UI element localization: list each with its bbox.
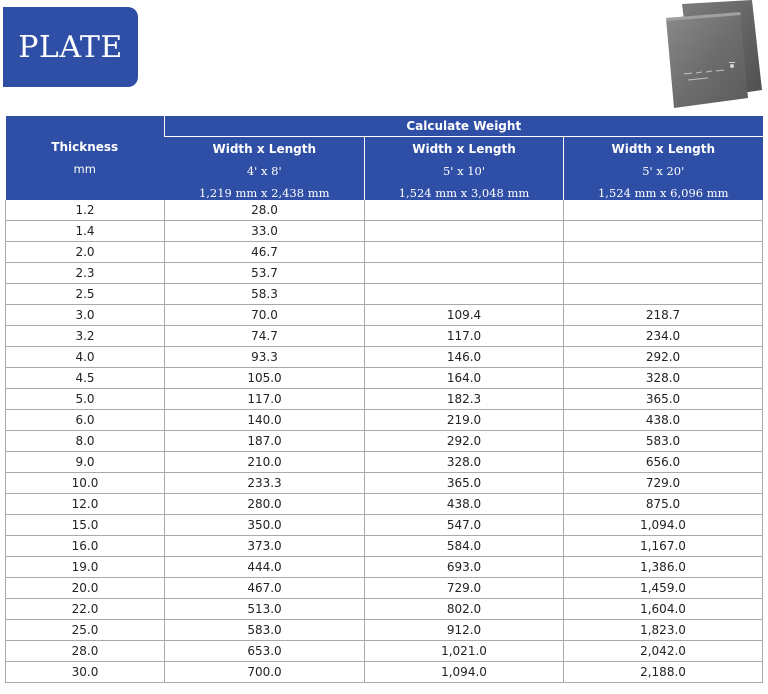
size-imperial: 5' x 10' bbox=[442, 164, 486, 178]
weight-4x8-cell: 70.0 bbox=[165, 305, 365, 326]
weight-4x8-cell: 513.0 bbox=[165, 599, 365, 620]
weight-5x10-cell bbox=[365, 221, 564, 242]
thickness-header bbox=[6, 116, 165, 200]
size-header-4x8 bbox=[165, 137, 365, 201]
plate-weight-table bbox=[5, 116, 763, 683]
table-row bbox=[6, 641, 763, 662]
weight-4x8-cell: 210.0 bbox=[165, 452, 365, 473]
size-imperial: 5' x 20' bbox=[642, 164, 685, 178]
weight-5x10-cell bbox=[365, 200, 564, 221]
weight-5x10-cell: 693.0 bbox=[365, 557, 564, 578]
weight-5x10-cell: 109.4 bbox=[365, 305, 564, 326]
weight-4x8-cell: 233.3 bbox=[165, 473, 365, 494]
weight-5x20-cell bbox=[564, 242, 763, 263]
thickness-cell: 16.0 bbox=[6, 536, 165, 557]
thickness-title: Thickness bbox=[51, 140, 119, 154]
thickness-cell: 6.0 bbox=[6, 410, 165, 431]
table-row bbox=[6, 410, 763, 431]
weight-5x20-cell: 656.0 bbox=[564, 452, 763, 473]
weight-5x20-cell: 1,459.0 bbox=[564, 578, 763, 599]
table-row bbox=[6, 263, 763, 284]
weight-5x10-cell bbox=[365, 263, 564, 284]
thickness-cell: 25.0 bbox=[6, 620, 165, 641]
weight-4x8-cell: 117.0 bbox=[165, 389, 365, 410]
table-row bbox=[6, 578, 763, 599]
weight-5x10-cell: 729.0 bbox=[365, 578, 564, 599]
page-title: PLATE bbox=[18, 29, 123, 65]
weight-4x8-cell: 105.0 bbox=[165, 368, 365, 389]
weight-5x10-cell: 584.0 bbox=[365, 536, 564, 557]
weight-5x20-cell bbox=[564, 284, 763, 305]
weight-4x8-cell: 46.7 bbox=[165, 242, 365, 263]
thickness-cell: 30.0 bbox=[6, 662, 165, 683]
weight-5x10-cell: 547.0 bbox=[365, 515, 564, 536]
thickness-cell: 28.0 bbox=[6, 641, 165, 662]
thickness-cell: 8.0 bbox=[6, 431, 165, 452]
weight-5x10-cell: 438.0 bbox=[365, 494, 564, 515]
weight-5x10-cell: 117.0 bbox=[365, 326, 564, 347]
table-row bbox=[6, 431, 763, 452]
weight-5x10-cell: 146.0 bbox=[365, 347, 564, 368]
size-metric: 1,524 mm x 3,048 mm bbox=[398, 186, 530, 200]
table-row bbox=[6, 515, 763, 536]
weight-5x20-cell: 875.0 bbox=[564, 494, 763, 515]
table-row bbox=[6, 221, 763, 242]
weight-5x20-cell: 1,386.0 bbox=[564, 557, 763, 578]
thickness-cell: 12.0 bbox=[6, 494, 165, 515]
weight-5x10-cell: 365.0 bbox=[365, 473, 564, 494]
weight-5x20-cell bbox=[564, 200, 763, 221]
title-banner bbox=[3, 7, 138, 87]
table-row bbox=[6, 452, 763, 473]
weight-4x8-cell: 583.0 bbox=[165, 620, 365, 641]
thickness-cell: 3.2 bbox=[6, 326, 165, 347]
weight-5x20-cell: 1,094.0 bbox=[564, 515, 763, 536]
weight-5x10-cell: 292.0 bbox=[365, 431, 564, 452]
weight-5x20-cell: 2,188.0 bbox=[564, 662, 763, 683]
table-row bbox=[6, 494, 763, 515]
thickness-cell: 9.0 bbox=[6, 452, 165, 473]
thickness-cell: 3.0 bbox=[6, 305, 165, 326]
thickness-cell: 22.0 bbox=[6, 599, 165, 620]
table-row bbox=[6, 305, 763, 326]
table-row bbox=[6, 662, 763, 683]
weight-5x20-cell: 729.0 bbox=[564, 473, 763, 494]
weight-4x8-cell: 140.0 bbox=[165, 410, 365, 431]
weight-5x10-cell: 802.0 bbox=[365, 599, 564, 620]
thickness-cell: 4.0 bbox=[6, 347, 165, 368]
table-row bbox=[6, 242, 763, 263]
weight-5x20-cell: 1,604.0 bbox=[564, 599, 763, 620]
weight-5x20-cell: 234.0 bbox=[564, 326, 763, 347]
thickness-cell: 2.5 bbox=[6, 284, 165, 305]
weight-4x8-cell: 28.0 bbox=[165, 200, 365, 221]
thickness-cell: 1.4 bbox=[6, 221, 165, 242]
weight-5x20-cell: 365.0 bbox=[564, 389, 763, 410]
weight-5x20-cell: 2,042.0 bbox=[564, 641, 763, 662]
weight-5x20-cell bbox=[564, 263, 763, 284]
size-title: Width x Length bbox=[212, 142, 316, 156]
weight-4x8-cell: 444.0 bbox=[165, 557, 365, 578]
table-row bbox=[6, 536, 763, 557]
size-imperial: 4' x 8' bbox=[246, 164, 282, 178]
thickness-cell: 19.0 bbox=[6, 557, 165, 578]
weight-5x20-cell: 292.0 bbox=[564, 347, 763, 368]
weight-4x8-cell: 350.0 bbox=[165, 515, 365, 536]
weight-5x20-cell bbox=[564, 221, 763, 242]
weight-5x20-cell: 218.7 bbox=[564, 305, 763, 326]
size-metric: 1,219 mm x 2,438 mm bbox=[198, 186, 330, 200]
thickness-cell: 15.0 bbox=[6, 515, 165, 536]
weight-5x20-cell: 328.0 bbox=[564, 368, 763, 389]
weight-4x8-cell: 33.0 bbox=[165, 221, 365, 242]
weight-4x8-cell: 467.0 bbox=[165, 578, 365, 599]
thickness-unit: mm bbox=[73, 162, 96, 176]
table-row bbox=[6, 200, 763, 221]
steel-plate-photo bbox=[636, 0, 768, 112]
weight-5x10-cell bbox=[365, 242, 564, 263]
weight-4x8-cell: 53.7 bbox=[165, 263, 365, 284]
calculate-weight-header: Calculate Weight bbox=[165, 116, 763, 137]
weight-5x10-cell bbox=[365, 284, 564, 305]
weight-5x20-cell: 1,823.0 bbox=[564, 620, 763, 641]
size-metric: 1,524 mm x 6,096 mm bbox=[597, 186, 729, 200]
thickness-cell: 10.0 bbox=[6, 473, 165, 494]
size-header-5x20 bbox=[564, 137, 763, 201]
weight-4x8-cell: 373.0 bbox=[165, 536, 365, 557]
weight-5x10-cell: 1,021.0 bbox=[365, 641, 564, 662]
table-row bbox=[6, 557, 763, 578]
thickness-cell: 2.0 bbox=[6, 242, 165, 263]
weight-5x10-cell: 182.3 bbox=[365, 389, 564, 410]
thickness-cell: 5.0 bbox=[6, 389, 165, 410]
weight-4x8-cell: 700.0 bbox=[165, 662, 365, 683]
weight-5x10-cell: 328.0 bbox=[365, 452, 564, 473]
weight-4x8-cell: 653.0 bbox=[165, 641, 365, 662]
weight-5x10-cell: 219.0 bbox=[365, 410, 564, 431]
weight-4x8-cell: 58.3 bbox=[165, 284, 365, 305]
size-title: Width x Length bbox=[611, 142, 716, 156]
weight-4x8-cell: 93.3 bbox=[165, 347, 365, 368]
table-row bbox=[6, 599, 763, 620]
table-row bbox=[6, 368, 763, 389]
weight-5x10-cell: 912.0 bbox=[365, 620, 564, 641]
table-row bbox=[6, 389, 763, 410]
thickness-cell: 1.2 bbox=[6, 200, 165, 221]
weight-5x20-cell: 583.0 bbox=[564, 431, 763, 452]
table-body bbox=[6, 200, 763, 683]
table-row bbox=[6, 284, 763, 305]
table-row bbox=[6, 620, 763, 641]
weight-5x10-cell: 164.0 bbox=[365, 368, 564, 389]
weight-5x20-cell: 438.0 bbox=[564, 410, 763, 431]
weight-5x10-cell: 1,094.0 bbox=[365, 662, 564, 683]
table-row bbox=[6, 473, 763, 494]
table-row bbox=[6, 347, 763, 368]
weight-4x8-cell: 74.7 bbox=[165, 326, 365, 347]
weight-5x20-cell: 1,167.0 bbox=[564, 536, 763, 557]
weight-4x8-cell: 280.0 bbox=[165, 494, 365, 515]
weight-4x8-cell: 187.0 bbox=[165, 431, 365, 452]
table-row bbox=[6, 326, 763, 347]
thickness-cell: 2.3 bbox=[6, 263, 165, 284]
thickness-cell: 20.0 bbox=[6, 578, 165, 599]
size-title: Width x Length bbox=[412, 142, 516, 156]
thickness-cell: 4.5 bbox=[6, 368, 165, 389]
size-header-5x10 bbox=[365, 137, 564, 201]
